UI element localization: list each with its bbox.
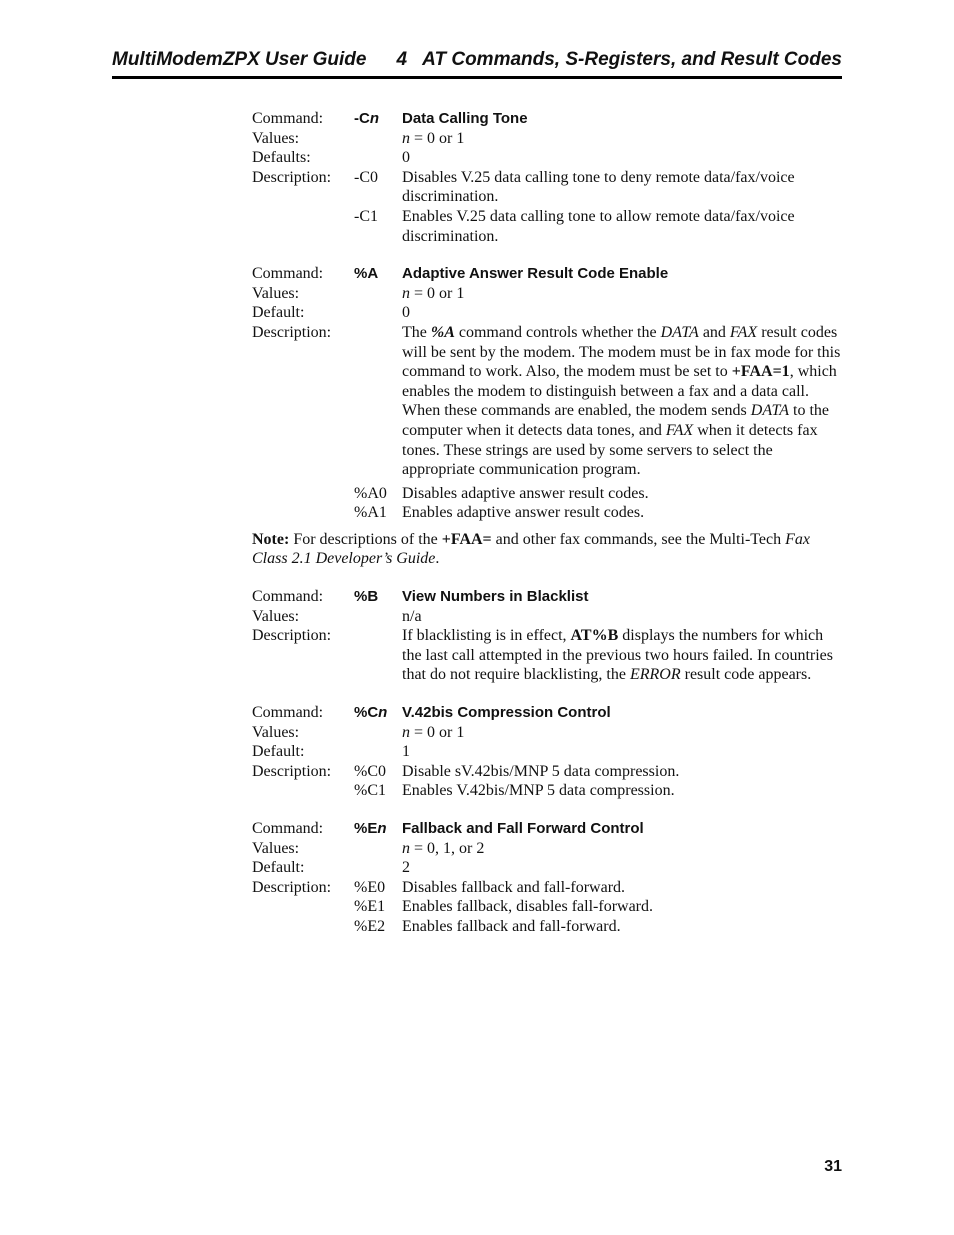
option-text: discrimination. xyxy=(402,188,499,206)
default-label: Default: xyxy=(252,859,305,877)
values-label: Values: xyxy=(252,839,300,857)
option-code: %C1 xyxy=(354,782,386,800)
default-label: Default: xyxy=(252,304,305,322)
command-label: Command: xyxy=(252,704,324,722)
option-text: discrimination. xyxy=(402,227,499,245)
values-label: Values: xyxy=(252,284,300,302)
option-code: %E1 xyxy=(354,898,386,916)
values-text: n = 0 or 1 xyxy=(402,723,465,741)
page-number: 31 xyxy=(824,1158,842,1175)
page-content xyxy=(252,109,842,937)
description-label: Description: xyxy=(252,627,332,645)
default-value: 0 xyxy=(402,304,410,322)
command-title: View Numbers in Blacklist xyxy=(402,588,589,606)
page-header xyxy=(112,48,842,79)
command-block-pc xyxy=(252,703,842,801)
description-paragraph: The %A command controls whether the DATA and FAX result codes will be sent by the modem. The modem must be in fax mode for this command to work. Also, the modem must be set to +FAA=1, which enables the modem to distinguish between a fax and a data call. When these commands are enabled, the modem sends DATA to the computer when it detects data tones, and FAX when it detects fax tones. These strings are used by some servers to select the appropriate communication program. xyxy=(402,323,841,479)
guide-title: MultiModemZPX User Guide xyxy=(112,49,367,70)
default-value: 2 xyxy=(402,859,410,877)
command-code: %En xyxy=(354,820,387,837)
values-label: Values: xyxy=(252,129,300,147)
command-title: Adaptive Answer Result Code Enable xyxy=(402,265,669,283)
option-text: Disables fallback and fall-forward. xyxy=(402,878,626,896)
option-code: %C0 xyxy=(354,762,386,780)
option-code: %E0 xyxy=(354,878,386,896)
values-label: Values: xyxy=(252,723,300,741)
default-value: 0 xyxy=(402,149,410,167)
values-text: n = 0 or 1 xyxy=(402,129,465,147)
command-label: Command: xyxy=(252,110,324,127)
option-text: Enables V.25 data calling tone to allow remote data/fax/voice xyxy=(402,207,795,225)
option-code: -C1 xyxy=(354,207,378,225)
command-block-e xyxy=(252,819,842,937)
command-label: Command: xyxy=(252,820,324,837)
option-text: Enables fallback and fall-forward. xyxy=(402,917,621,935)
values-text: n = 0, 1, or 2 xyxy=(402,839,485,857)
option-text: Disable sV.42bis/MNP 5 data compression. xyxy=(402,762,680,780)
option-code: %A0 xyxy=(354,484,387,502)
command-title: V.42bis Compression Control xyxy=(402,704,611,722)
values-label: Values: xyxy=(252,607,300,625)
option-text: Enables adaptive answer result codes. xyxy=(402,504,645,522)
command-label: Command: xyxy=(252,588,324,606)
command-code: -Cn xyxy=(354,110,379,127)
values-text: n/a xyxy=(402,607,422,625)
defaults-label: Defaults: xyxy=(252,149,311,167)
command-code: %A xyxy=(354,265,379,283)
description-paragraph: If blacklisting is in effect, AT%B displays the numbers for which the last call attempted in the previous two hours failed. In countries that do not require blacklisting, the ERROR result code appears. xyxy=(402,627,833,684)
command-code: %B xyxy=(354,588,379,606)
description-label: Description: xyxy=(252,762,332,780)
command-block-c xyxy=(252,109,842,246)
option-text: Enables V.42bis/MNP 5 data compression. xyxy=(402,782,675,800)
description-label: Description: xyxy=(252,323,332,341)
command-label: Command: xyxy=(252,265,324,283)
command-title: Data Calling Tone xyxy=(402,110,528,127)
command-block-b xyxy=(252,587,842,685)
chapter-title: 4 AT Commands, S-Registers, and Result Codes xyxy=(396,49,842,70)
command-title: Fallback and Fall Forward Control xyxy=(402,820,644,837)
option-text: Disables V.25 data calling tone to deny remote data/fax/voice xyxy=(402,168,795,186)
option-code: %E2 xyxy=(354,917,386,935)
values-text: n = 0 or 1 xyxy=(402,284,465,302)
description-label: Description: xyxy=(252,878,332,896)
note-paragraph: Note: For descriptions of the +FAA= and other fax commands, see the Multi-Tech Fax Class 2.1 Developer’s Guide. xyxy=(252,530,810,568)
option-text: Disables adaptive answer result codes. xyxy=(402,484,649,502)
command-code: %Cn xyxy=(354,704,388,722)
command-block-a xyxy=(252,264,842,523)
option-text: Enables fallback, disables fall-forward. xyxy=(402,898,654,916)
option-code: %A1 xyxy=(354,504,387,522)
default-value: 1 xyxy=(402,743,410,761)
description-label: Description: xyxy=(252,168,332,186)
default-label: Default: xyxy=(252,743,305,761)
option-code: -C0 xyxy=(354,168,378,186)
